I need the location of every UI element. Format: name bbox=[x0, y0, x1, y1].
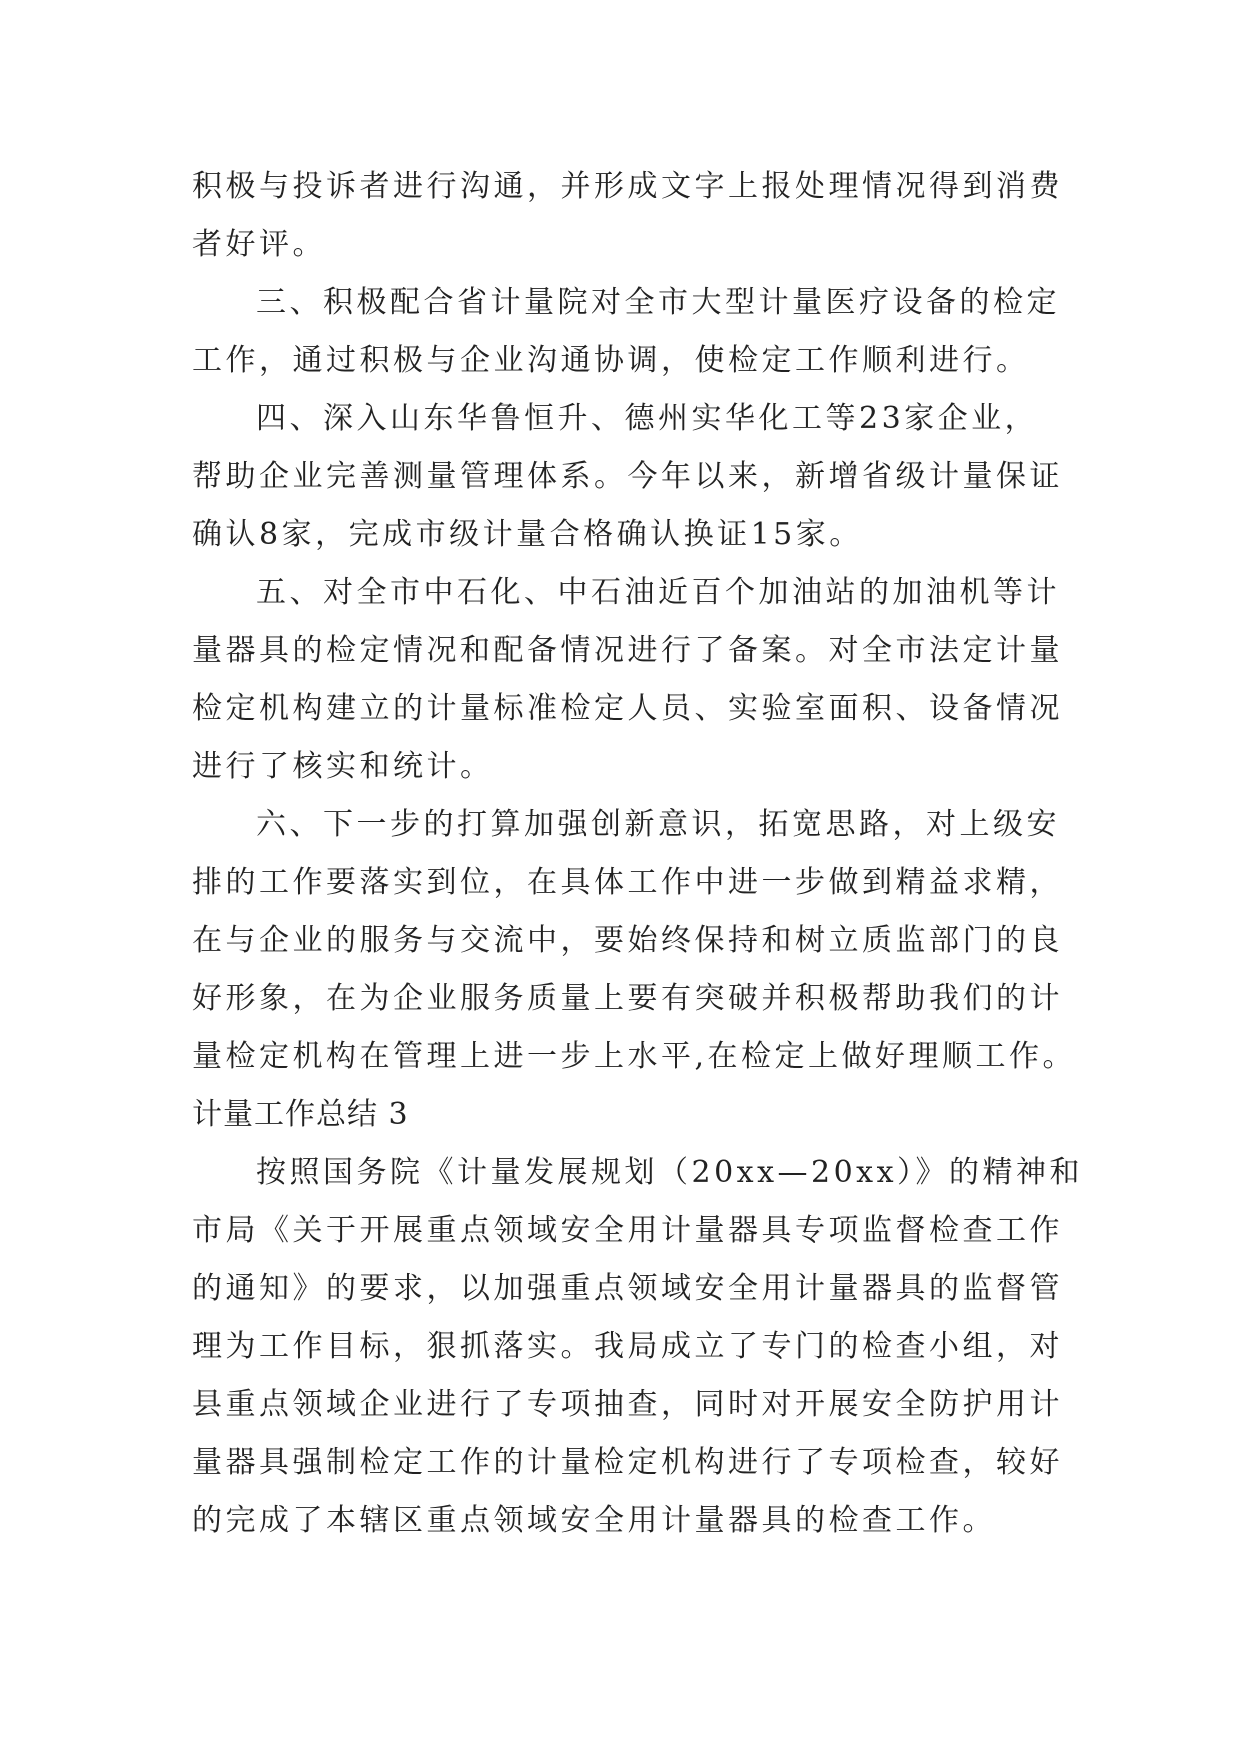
text-line: 进行了核实和统计。 bbox=[192, 749, 494, 784]
text-line: 按照国务院《计量发展规划（20xx—20xx）》的精神和 bbox=[256, 1155, 1084, 1190]
text-line: 好形象，在为企业服务质量上要有突破并积极帮助我们的计 bbox=[192, 981, 1063, 1016]
text-line: 四、深入山东华鲁恒升、德州实华化工等23家企业， bbox=[256, 401, 1039, 436]
text-line: 五、对全市中石化、中石油近百个加油站的加油机等计 bbox=[256, 575, 1060, 610]
text-line: 量检定机构在管理上进一步上水平,在检定上做好理顺工作。 bbox=[192, 1039, 1077, 1074]
text-line: 在与企业的服务与交流中，要始终保持和树立质监部门的良 bbox=[192, 923, 1063, 958]
text-line: 确认8家，完成市级计量合格确认换证15家。 bbox=[192, 517, 863, 552]
text-line: 者好评。 bbox=[192, 227, 326, 262]
text-line: 的通知》的要求，以加强重点领域安全用计量器具的监督管 bbox=[192, 1271, 1063, 1306]
text-line: 量器具强制检定工作的计量检定机构进行了专项检查，较好 bbox=[192, 1445, 1063, 1480]
text-line: 排的工作要落实到位，在具体工作中进一步做到精益求精， bbox=[192, 865, 1063, 900]
document-body bbox=[192, 158, 1084, 1550]
text-line: 工作，通过积极与企业沟通协调，使检定工作顺利进行。 bbox=[192, 343, 1030, 378]
text-line: 县重点领域企业进行了专项抽查，同时对开展安全防护用计 bbox=[192, 1387, 1063, 1422]
text-line: 理为工作目标，狠抓落实。我局成立了专门的检查小组，对 bbox=[192, 1329, 1063, 1364]
text-line: 检定机构建立的计量标准检定人员、实验室面积、设备情况 bbox=[192, 691, 1063, 726]
text-line: 三、积极配合省计量院对全市大型计量医疗设备的检定 bbox=[256, 285, 1060, 320]
text-line: 的完成了本辖区重点领域安全用计量器具的检查工作。 bbox=[192, 1503, 996, 1538]
text-line: 量器具的检定情况和配备情况进行了备案。对全市法定计量 bbox=[192, 633, 1063, 668]
section-heading: 计量工作总结 3 bbox=[192, 1097, 409, 1132]
text-line: 市局《关于开展重点领域安全用计量器具专项监督检查工作 bbox=[192, 1213, 1063, 1248]
text-line: 六、下一步的打算加强创新意识，拓宽思路，对上级安 bbox=[256, 807, 1060, 842]
text-line: 积极与投诉者进行沟通，并形成文字上报处理情况得到消费 bbox=[192, 169, 1063, 204]
text-line: 帮助企业完善测量管理体系。今年以来，新增省级计量保证 bbox=[192, 459, 1063, 494]
